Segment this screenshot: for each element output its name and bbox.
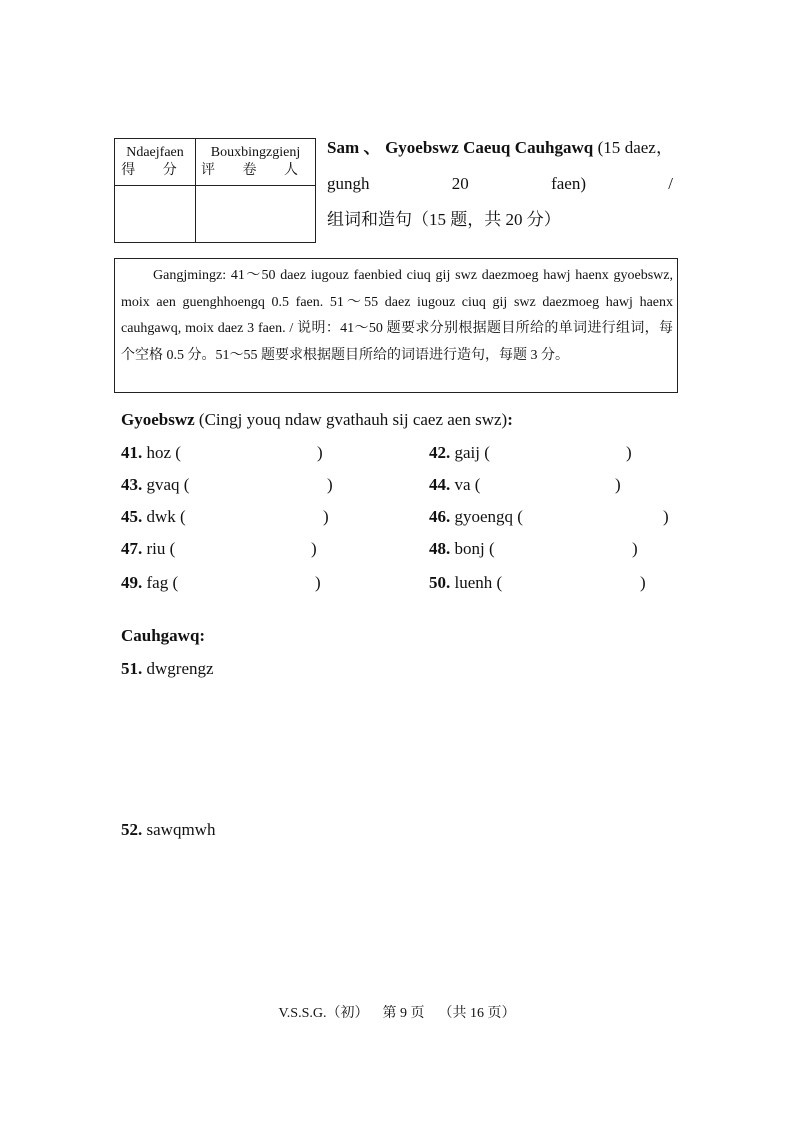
vocab-item-48 [429, 539, 495, 559]
vocab-item-word: hoz ( [142, 443, 181, 462]
vocab-blank-43[interactable]: ) [327, 475, 333, 494]
sentence-item-52 [121, 820, 215, 840]
sentence-item-word: dwgrengz [142, 659, 214, 678]
vocab-item-43 [121, 475, 189, 495]
sentence-heading: Cauhgawq: [121, 626, 206, 645]
vocab-blank-49[interactable]: ) [315, 573, 321, 592]
vocab-heading-bold: Gyoebswz [121, 410, 195, 429]
grader-header [196, 139, 316, 186]
vocab-item-word: luenh ( [450, 573, 503, 592]
vocab-item-number: 47. [121, 539, 143, 558]
vocab-item-42 [429, 443, 490, 463]
page-footer: V.S.S.G.（初） 第 9 页 （共 16 页） [278, 1006, 516, 1021]
sentence-item-number: 52. [121, 820, 143, 839]
vocab-heading-colon: : [507, 410, 513, 429]
section-title [327, 130, 673, 238]
section-title-bold: Sam 、 Gyoebswz Caeuq Cauhgawq [327, 138, 594, 157]
vocab-item-word: va ( [450, 475, 481, 494]
vocab-heading [121, 410, 513, 430]
vocab-blank-45[interactable]: ) [323, 507, 329, 526]
vocab-item-word: gvaq ( [142, 475, 190, 494]
vocab-blank-48[interactable]: ) [632, 539, 638, 558]
vocab-item-number: 43. [121, 475, 143, 494]
sentence-item-51 [121, 659, 214, 679]
score-header [115, 139, 196, 186]
vocab-item-number: 45. [121, 507, 143, 526]
vocab-item-number: 49. [121, 573, 143, 592]
vocab-item-word: gaij ( [450, 443, 490, 462]
vocab-item-50 [429, 573, 502, 593]
vocab-item-41 [121, 443, 181, 463]
vocab-item-46 [429, 507, 523, 527]
vocab-item-number: 46. [429, 507, 451, 526]
score-label: Ndaejfaen [126, 145, 184, 160]
vocab-item-number: 50. [429, 573, 451, 592]
vocab-item-word: bonj ( [450, 539, 495, 558]
grader-cell[interactable] [196, 186, 316, 243]
vocab-blank-50[interactable]: ) [640, 573, 646, 592]
vocab-item-word: dwk ( [142, 507, 186, 526]
grader-label: Bouxbingzgienj [210, 145, 301, 160]
section-title-cn: 组词和造句（15 题，共 20 分） [327, 210, 561, 229]
vocab-item-47 [121, 539, 175, 559]
grader-label-cn: 评 卷 人 [201, 163, 310, 178]
sentence-item-number: 51. [121, 659, 143, 678]
vocab-item-44 [429, 475, 480, 495]
score-label-cn: 得 分 [121, 163, 189, 178]
vocab-blank-47[interactable]: ) [311, 539, 317, 558]
section-title-rest: (15 daez，gungh 20 faen) / [327, 138, 673, 193]
vocab-heading-rest: (Cingj youq ndaw gvathauh sij caez aen swz) [194, 410, 508, 429]
vocab-item-45 [121, 507, 186, 527]
sentence-item-word: sawqmwh [142, 820, 216, 839]
vocab-blank-44[interactable]: ) [615, 475, 621, 494]
vocab-item-number: 48. [429, 539, 451, 558]
vocab-blank-42[interactable]: ) [626, 443, 632, 462]
vocab-item-49 [121, 573, 178, 593]
score-table [114, 138, 316, 243]
vocab-item-number: 42. [429, 443, 451, 462]
score-cell[interactable] [115, 186, 196, 243]
vocab-blank-41[interactable]: ) [317, 443, 323, 462]
vocab-item-word: riu ( [142, 539, 176, 558]
vocab-item-number: 44. [429, 475, 451, 494]
vocab-item-word: fag ( [142, 573, 179, 592]
instructions-box: Gangjmingz: 41～50 daez iugouz faenbied ciuq gij swz daezmoeg hawj haenx gyoebswz, moix aen guenghhoengq 0.5 faen. 51～55 daez iugouz ciuq gij swz daezmoeg hawj haenx cauhgawq, moix daez 3 faen. / 说明：41～50 题要求分别根据题目所给的单词进行组词，每个空格 0.5 分。51～55 题要求根据题目所给的词语进行造句，每题 3 分。 [114, 258, 678, 393]
vocab-item-word: gyoengq ( [450, 507, 523, 526]
vocab-item-number: 41. [121, 443, 143, 462]
vocab-blank-46[interactable]: ) [663, 507, 669, 526]
